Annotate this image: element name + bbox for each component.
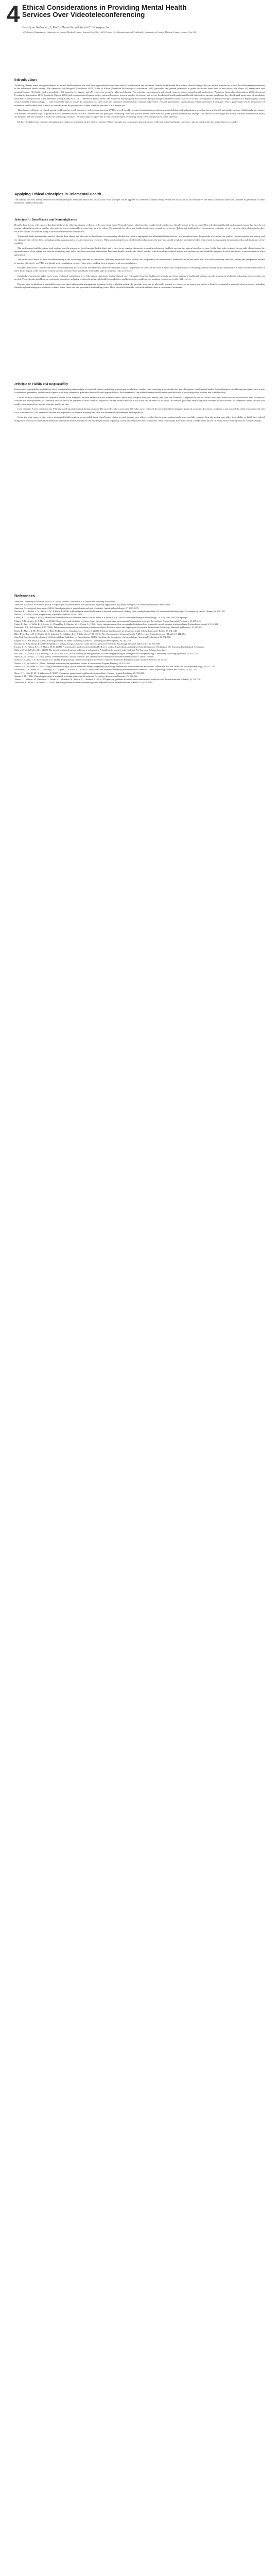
paragraph: The professional and the patient both explore how the purpose of the telemental health clinic and is there is an ongoing discussion to confirm telemental health is meeting the patient's needs over time. In the first video settings, the provider should assess the appropriateness of the setting and how the technology may affect the client–provider relationship. Providers should consider the client's comfort with technology, cultural factors, and preferences, and should be prepared to offer alternative, in-person services when appropriate. (14, 246, 265, 256)
paragraph: The professional needs to have an understanding of the technology used and its limitations, including bandwidth, audio quality, and the potential for interruptions. Mental health professionals must also ensure that they have the training and competence needed to practice effectively via VTC, and should seek consultation or supervision when working in new areas or with new populations. (14, 258, 265, 264)
section-heading: Applying Ethical Principles in Telemental Health (14, 192, 101, 196)
reference-item: Grady, B., Myers, K. M., Nelson, E.-L., Belz, N., Bennett, L., Carnahan, L., ... Voyles, D. (2011). Evidence-based practice for telemental health. Telemedicine and e-Health, 17, 131–148. (14, 629, 178, 632)
reference-item: American Psychological Association. (2002). Ethical principles of psychologists and code of conduct. American Psychologist, 57, 1060–1073. (14, 606, 140, 609)
reference-item: Shore, J. H., Hilty, D. M., & Yellowlees, P. (2007). Emergency management guidelines for telepsychiatry. General Hospital Psychiatry, 29, 199–206. (14, 671, 145, 674)
paragraph: This chapter will focus on ethical mental health practices with interactive videoteleconferencing (VTC), as well as address ethical considerations with emerging telebehavioral technologies, including home telehealth and mobile devices. Additionally, the chapter will address 'reasonable steps' to promote ethical telemental health practice. Nonetheless, the principles underlying telehealth practice are the same ones that guide practice in traditional settings. The authors acknowledge that ethical concerns in telemental health are dynamic and will continue to evolve as technology advances. We encourage each provider to stay informed about technology and to keep 'best practices' in the forefront. (14, 109, 265, 118)
paragraph: We have included case examples throughout the chapter to help illustrate key ethical concepts. These examples are composites, drawn from our collective telemental health experience, and do not describe any single client or provider. (18, 120, 238, 123)
paragraph: One of the most common ethical dilemmas occurs in the attempt to balance beneficence and nonmaleficence. Since most therapies have both benefits and risks, the counselor is expected to explain these to the client. Mental health professionals need to carefully consider the appropriateness of telehealth services and to be prepared to refer clients to in-person services when telehealth is not in the best interests of the client. In addition, providers should regularly reassess the effectiveness of telemental health services and modify their approach as needed to ensure quality of care. (14, 396, 265, 405)
reference-item: Richardson, L. K., Frueh, B. C., Grubaugh, A. L., Egede, L., & Elhai, J. D. (2009). Current directions in videoconferencing tele-mental health research. Clinical Psychology: Science and Practice, 16, 323–338. (14, 668, 197, 671)
references-section (14, 594, 265, 685)
fidelity-section (14, 382, 265, 424)
introduction-section (14, 77, 265, 125)
reference-item: Nelson, E.-L., & Patton, S. (2016). Using videoconferencing to deliver individual therapy and pediatric psychology interventions with children and adolescents. Journal of Child and Adolescent Psychopharmacology, 26, 212–220. (14, 665, 215, 668)
paragraph: Remote sites, in addition to nonmaleficence, also must address risk management planning. In the telehealth setting, the provider may not be physically present to respond to an emergency, and it is therefore essential to establish clear protocols, including identifying local emergency resources, contacts at the client site, and procedures for handling crises. These protocols should be reviewed with the client at the outset of treatment. (14, 282, 265, 289)
reference-item: Bischoff, R. J., Hollist, C. S., Smith, C. W., & Flack, P. (2004). Addressing the mental health needs of the rural underserved: Findings from a multiple case study of a behavioral telehealth project. Contemporary Family Therapy, 26, 179–198. (14, 609, 225, 613)
reference-item: Cukor, P., Baer, L., Willis, B. S., Leahy, L., O'Laughlen, J., Murphy, M., ... Cohen, L. (1998). Use of videophones and low-cost standard telephone lines to provide a social presence in telepsychiatry. Telemedicine Journal, 4, 313–321. (14, 623, 219, 626)
reference-item: Hilty, D. M., Ferrer, D. C., Parish, M. B., Johnston, B., Callahan, E. J., & Yellowlees, P. M. (2013). The effectiveness of telemental health: A 2013 review. Telemedicine and e-Health, 19, 444–454. (14, 632, 186, 635)
reference-item: Caudill, R. L., & Sager, Z. (2015). Institutional considerations for telemental health. In P. W. Tuerk & P. Shore (Eds.), Clinical videoconferencing in telehealth (pp. 73–103). New York, NY: Springer. (14, 616, 188, 619)
beneficence-section (14, 218, 265, 291)
reference-item: Nelson, E.-L., & Palsbo, S. (2006). Challenges in telemedicine equivalence studies. Evaluation and Program Planning, 29, 419–425. (14, 662, 131, 665)
paragraph: Telemental health professionals need to identify their clients and take care to do no harm. In considering whether the client is appropriate for telemental health services, it is incumbent upon the provider to examine the goals of the intervention, the setting, and the characteristics of the client, including safety planning and access to emergency resources. When considering the use of telehealth technologies, the provider should weigh the potential benefits of increased access against the potential risks and limitations of the modality. (14, 235, 265, 245)
paragraph: Case example: A teen client seen via VTC disclosed suicidal ideation during a session. The provider, who was located 200 miles away, followed the pre-established emergency protocol, contacted the onsite coordinator, and ensured the client was connected with local crisis services. This example illustrates the importance of advance planning and clear role delineation in telemental health practice. (14, 408, 265, 414)
paragraph: Providers should also consider the limits of confidentiality and privacy in the telemental health environment, such as the presence of others in the room at either site, the possibility of recording, and the security of the transmission. Clients should be informed of these limits as part of the informed consent process, and providers should take reasonable steps to minimize risks to privacy. (14, 266, 265, 273)
reference-list (14, 600, 265, 684)
reference-item: Yellowlees, P., Shore, J., & Roberts, L. (2010). Practice guidelines for videoconferencing-based telemental health. Telemedicine and e-Health, 16, 1074–1089. (14, 681, 153, 684)
reference-item: American Psychiatric Association. (2010). The principles of medical ethics with annotations especially applicable to psychiatry. Arlington, VA: American Psychiatric Association. (14, 603, 171, 606)
reference-item: McCord, C. E., Saenz, J. J., Armstrong, T. W., & Elliott, T. R. (2015). Training the next generation of counseling psychologists in the practice of telepsychology. Counselling Psychology Quarterly, 28, 324–344. (14, 652, 198, 655)
reference-item: Luxton, D. D., Nelson, E.-L., & Maheu, M. M. (2016). A practitioner's guide to telemental health: How to conduct legal, ethical, and evidence-based telepractice. Washington, DC: American Psychological Association. (14, 646, 205, 649)
paragraph: Standards of practicing within one's scope of clinical competence are of the utmost importance during clinical care. Although telemental health professionals may have training in traditional settings, specific training in telehealth technology and procedures is needed. Professionals should pursue continuing education, including technical training, telehealth law and ethics, and best practice guidelines, to maintain competence as the field evolves. (14, 274, 265, 281)
paragraph: The authors will first briefly describe the ethical principles delineated above and discuss how each principle can be applied in a telemental health setting. While the discussion is not exhaustive, the ethical questions raised are intended to generalize to other telemental health technologies. (14, 198, 265, 205)
paragraph: Broadly, beneficence refers to acts that benefit clients by relieving distress or illness, or by preventing harm. Nonmaleficence, which is often coupled with beneficence, literally means to 'do no harm.' Not only do mental health professionals ensure that they do not engage in harmful practices, but they also strive to protect vulnerable persons from harm by others. The rationale for telemental health practice is to expand access to care. Telemental health delivery can improve continuity of care, increase client choice, and reduce the travel burden for families living in rural and underserved communities. (14, 224, 265, 233)
chapter-number: 4 (7, 1, 20, 27)
applying-section (14, 192, 265, 207)
reference-item: American Counseling Association. (2005). ACA code of ethics. Alexandria, VA: American Counseling Association. (14, 600, 116, 603)
chapter-authors: Eve-Lynn Nelson^a,*, Kathy Davis^b and Sarah E. Velasquez^a (22, 26, 109, 29)
reference-item: Turvey, C., Coleman, M., Dennison, O., Drude, K., Goldenson, M., Hirsch, P., ... Bernard, J. (2013). ATA practice guidelines for video-based online mental health services. Telemedicine and e-Health, 19, 722–730. (14, 678, 201, 681)
reference-item: Brown, F. W. (1998). Rural telepsychiatry. Psychiatric Services, 49, 963–964. (14, 613, 82, 616)
chapter-title: Ethical Considerations in Providing Mental Health Services Over Videoteleconferencing (22, 4, 187, 19)
reference-item: Myers, K., & Turvey, C. L. (Eds.). (2013). Telemental health: Clinical, technical, and administrative foundations for evidence-based practice. London: Elsevier. (14, 655, 154, 658)
paragraph: Given the wide range of sites where telemental health services are provided, from school-based clinics to rural primary care offices, to the client's home, professionals must carefully consider how the setting may affect their ability to fulfill their ethical obligations. The use of home-based telehealth and mobile devices introduces new challenges related to privacy, safety, and the professional boundaries of the relationship. Providers should consider these factors carefully before offering services in these settings. (14, 416, 265, 422)
reference-item: Joint Task Force for the Development of Telepsychology Guidelines for Psychologists. (2013). Guidelines for the practice of telepsychology. American Psychologist, 68, 791–800. (14, 636, 171, 639)
section-heading: References (14, 594, 35, 598)
reference-item: Glueckauf, R. L., & Ketterson, T. U. (2004). Telehealth interventions for individuals with chronic illness: Research review and implications for practice. Professional Psychology: Research and Practice, 35, 615–627. (14, 626, 203, 629)
reference-item: Nelson, E.-L., Bui, T. N., & Velasquez, S. E. (2011). Telepsychology: Research and practice overview. Child and Adolescent Psychiatric Clinics of North America, 20, 67–79. (14, 658, 167, 662)
reference-item: Chipps, J., Brysiewicz, P., & Mars, M. (2012). Effectiveness and feasibility of telepsychiatry in resource constrained environments? A systematic review of the evidence. African Journal of Psychiatry, 15, 235–243. (14, 619, 201, 622)
chapter-affiliations: ^aPediatrics Department, University of Kansas Medical Center, Kansas City, KS; ^bKU Center for Telemedicine and Telehealth, University of Kansas Medical Center, Kansas City, KS (22, 31, 197, 33)
reference-item: Kaplan, D. M., & Clinton, L. (2005). Ethical guidelines for online counseling. Journal of Counseling and Development, 83, 263–270. (14, 639, 131, 642)
section-heading: Introduction (14, 77, 37, 82)
reference-item: Maheu, M. M., & Pulier, M. L. (2005). The mental health professional and the new technologies: A handbook for practice today. Mahwah, NJ: Lawrence Erlbaum Associates. (14, 649, 167, 652)
paragraph: Technology brings many new opportunities for mental health services, but with these opportunities come new ethical considerations and dilemmas. Similar to traditional face-to-face clinical settings, the core ethical concerns to protect the client remain paramount in the telemental health setting. The American Psychological Association (APA) Code of Ethics (American Psychological Association, 2002) provides five general principles to guide discussion about how to best protect the client: (1) beneficence and nonmaleficence; (2) fidelity and responsibility; (3) integrity; (4) justice; and (5) respect for people's rights and dignity. The principles encompass broad ethical concepts across mental health professions (American Counseling Association, 2005; American Psychiatric Association, 2010; Kaplan & Clinton, 2005) and common ethical issues such as informed consent, privacy, conflict of interest, and access. Leading telehealth and mental health associations strongly emphasize the ethical-legal importance of translating these ethical best practices to the telehealth setting (Grady et al., 2011; Maheu & Pulier, 2005). The American Psychological Association's Telepsychology Guidelines (Joint Task Force for the Development of Telepsychology Guidelines for Psychologists, 2013) advises that the telepsychologist '... take reasonable steps to ensure the competence of their work and to protect clients/patients, students, supervisees, research participants, organizational clients, and others from harm.' This is particularly true in the practice of telemental health where there is much to consider about the protection of clients when the provider is at a distant site. (14, 84, 265, 107)
subsection-heading: Principle A: Beneficence and Nonmaleficence (14, 218, 77, 222)
reference-item: Koocher, G. P., & Morray, E. (2000). Regulation of telepsychology: A survey of state attorneys general. Professional Psychology: Research and Practice, 31, 503–508. (14, 642, 161, 645)
subsection-heading: Principle B: Fidelity and Responsibility (14, 382, 68, 386)
reference-item: Stamm, B. H. (1998). Clinical applications of telehealth in mental health care. Professional Psychology: Research and Practice, 29, 536–542. (14, 674, 138, 677)
paragraph: Professional responsibility and fidelity refers to establishing relationships of trust with clients, upholding professional standards of conduct, and clarifying professional roles and obligations. In telemental health, the involvement of additional personnel, such as site coordinators, presenters, and technical support staff, may create new questions about roles and responsibilities. Each member of the telehealth team should understand their role in protecting client welfare and confidentiality. (14, 388, 265, 394)
